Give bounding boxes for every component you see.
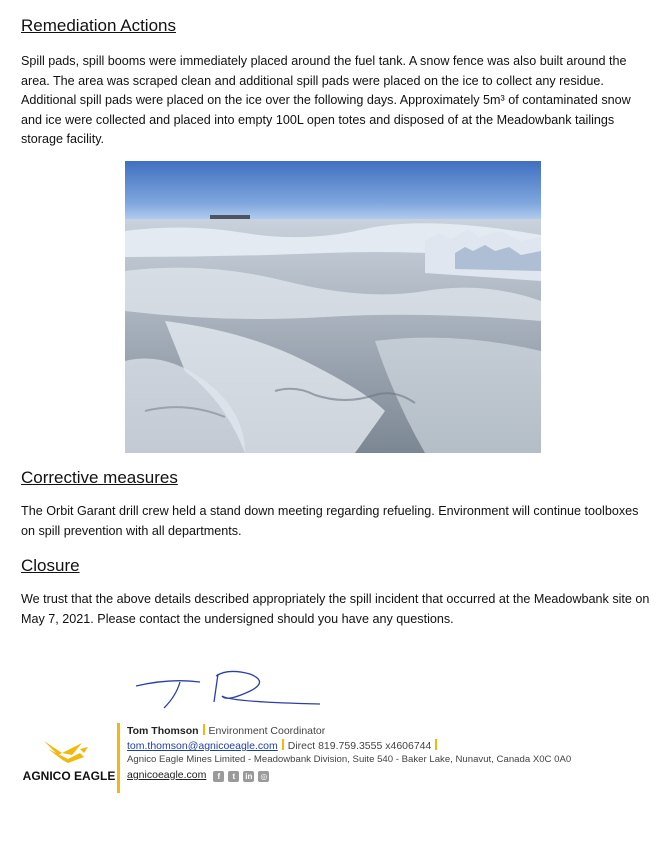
phone-number: Direct 819.759.3555 x4606744 [287,740,432,752]
agnico-eagle-logo [22,735,116,785]
handwritten-signature [130,662,330,712]
closure-text: We trust that the above details described appropriately the spill incident that occurred at the Meadowbank site on May 7, 2021. Please contact the undersigned should you have any questions. [21,592,650,626]
frozen-lake-photo [125,161,541,453]
signature-contact-line [127,739,441,752]
signature-name-line [127,724,325,737]
facebook-icon[interactable]: f [213,771,224,782]
twitter-icon[interactable]: t [228,771,239,782]
signature-web-line [127,769,269,782]
instagram-icon[interactable]: ◎ [258,771,269,782]
website-link[interactable]: agnicoeagle.com [127,769,207,781]
separator [435,739,437,750]
logo-wordmark: AGNICO EAGLE [22,769,116,783]
remediation-heading: Remediation Actions [21,16,176,35]
remediation-text: Spill pads, spill booms were immediately placed around the fuel tank. A snow fence was also built around the area. The area was scraped clean and additional spill pads were placed on the ice to collect any residue. Additional spill pads were placed on the ice over the following days. Approximately 5m³ of contaminated snow and ice were collected and placed into empty 100L open totes and disposed of at the Meadowbank tailings storage facility. [21,54,631,146]
closure-heading: Closure [21,556,80,575]
separator [282,739,284,750]
corrective-heading: Corrective measures [21,468,178,487]
company-address: Agnico Eagle Mines Limited - Meadowbank Division, Suite 540 - Baker Lake, Nunavut, Canada X0C 0A0 [127,754,572,765]
signer-name: Tom Thomson [127,725,199,737]
eagle-icon [22,735,116,767]
signature-accent-bar [117,723,120,793]
corrective-text: The Orbit Garant drill crew held a stand down meeting regarding refueling. Environment will continue toolboxes on spill prevention with all departments. [21,504,639,538]
email-link[interactable]: tom.thomson@agnicoeagle.com [127,740,278,752]
signer-title: Environment Coordinator [208,725,326,737]
separator [203,724,205,735]
signature-address-line [127,754,571,765]
linkedin-icon[interactable]: in [245,772,253,781]
